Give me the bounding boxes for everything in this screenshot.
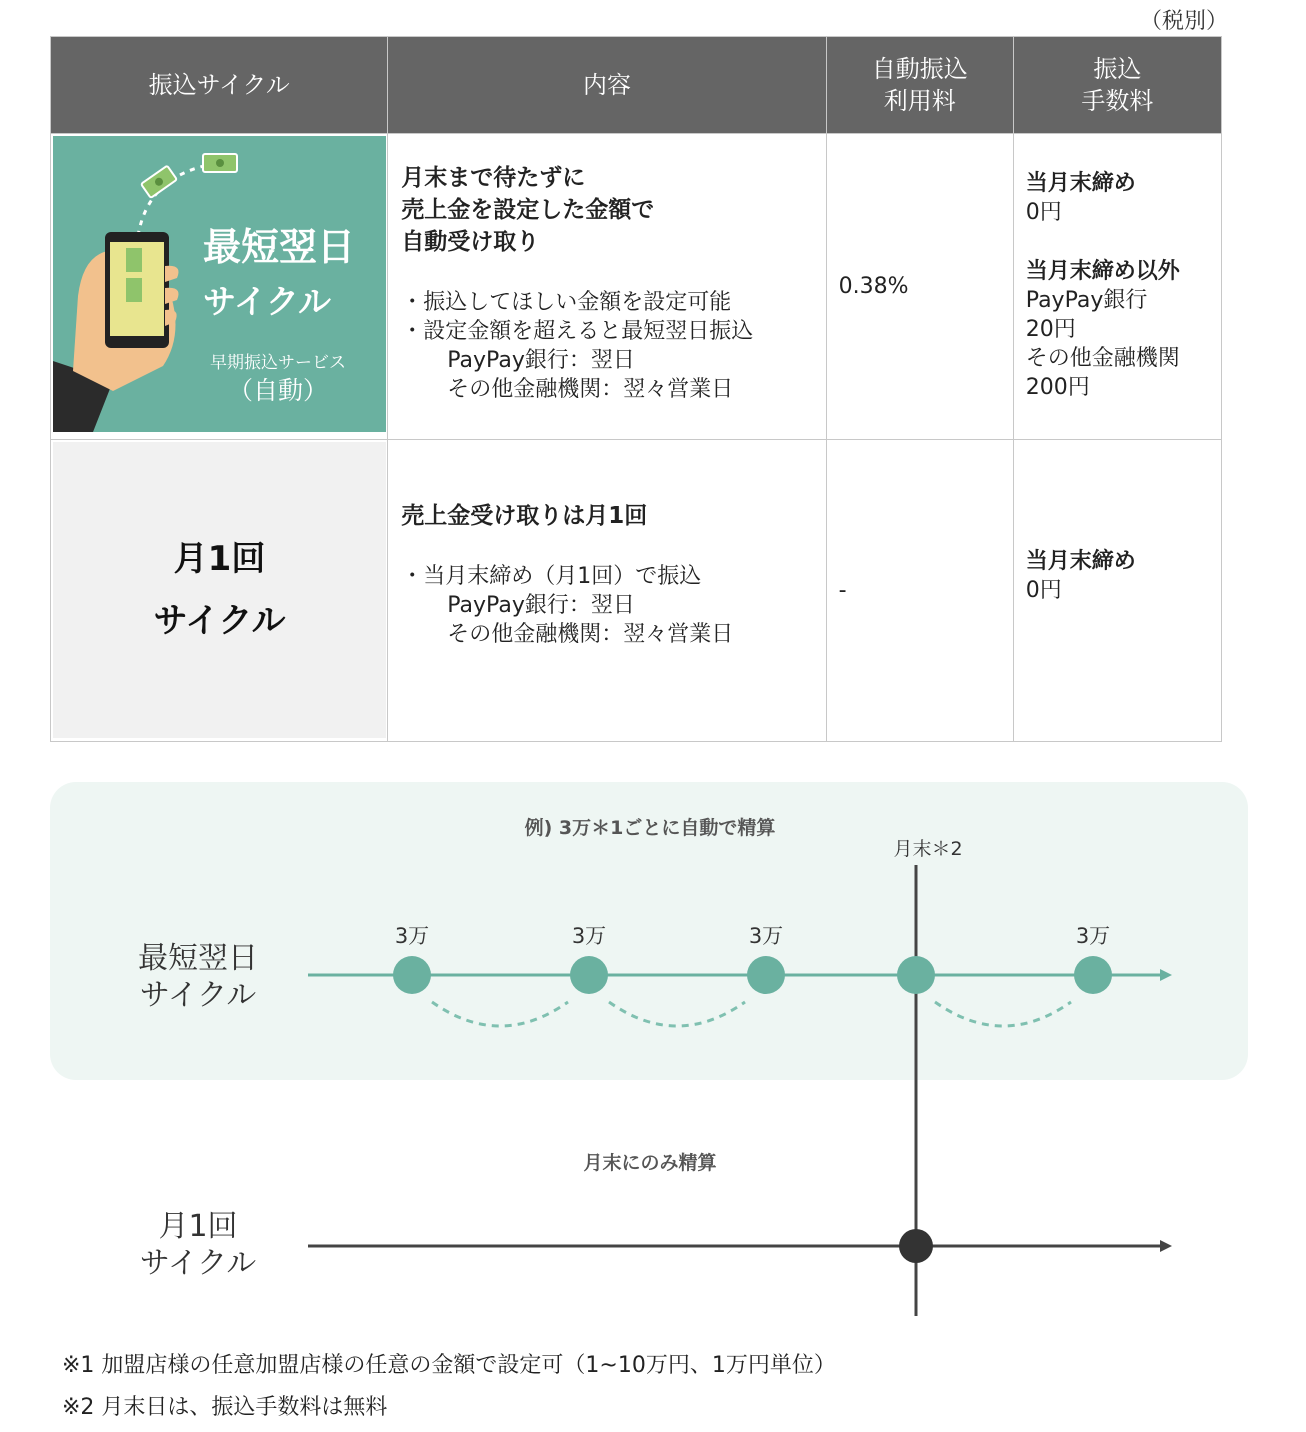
header-auto-fee-text: 自動振込 利用料 — [871, 55, 968, 115]
monthly-cycle-box — [53, 442, 386, 738]
month-end-label: 月末＊2 — [893, 838, 963, 860]
point-amount-label: 3万 — [571, 924, 607, 948]
content-indented: PayPay銀行：翌日 — [447, 348, 635, 373]
table-header-row — [51, 37, 1222, 134]
header-transfer-fee-text: 振込 手数料 — [1081, 55, 1154, 115]
monthly-cycle-title: 月1回 — [173, 539, 266, 579]
content-indented: その他金融機関：翌々営業日 — [447, 377, 734, 402]
fee-line-bold: 当月末締め — [1025, 171, 1136, 196]
fast-settlement-point — [393, 956, 431, 994]
fast-settlement-point — [897, 956, 935, 994]
example-label: 例) 3万＊1ごとに自動で精算 — [524, 817, 776, 839]
fast-settlement-point — [1074, 956, 1112, 994]
fee-cell-fast — [1013, 134, 1221, 440]
content-title — [401, 162, 825, 258]
point-amount-label: 3万 — [394, 924, 430, 948]
monthly-cycle-label-line1: 月1回 — [158, 1209, 238, 1244]
header-transfer-fee — [1013, 37, 1221, 134]
flying-path — [138, 164, 213, 236]
fast-cycle-illustration — [53, 136, 386, 432]
table-row-monthly — [51, 440, 1222, 742]
fee-line-bold: 当月末締め — [1025, 548, 1136, 574]
content-bullet: ・当月末締め（月1回）で振込 — [401, 564, 702, 589]
header-content: 内容 — [388, 37, 826, 134]
cycle-timeline-diagram — [0, 760, 1306, 1340]
point-amount-label: 3万 — [1075, 924, 1111, 948]
content-title-line: 売上金を設定した金額で — [401, 197, 655, 223]
footnote-1: ※1 加盟店様の任意加盟店様の任意の金額で設定可（1~10万円、1万円単位） — [62, 1353, 836, 1378]
tax-note: （税別） — [1140, 9, 1229, 34]
header-auto-fee — [826, 37, 1013, 134]
cycle-cell-fast — [51, 134, 388, 440]
monthly-arrow-head-icon — [1160, 1240, 1172, 1252]
screen-bill — [126, 248, 142, 272]
content-bullet: ・設定金額を超えると最短翌日振込 — [401, 319, 754, 344]
cycle-cell-monthly — [51, 440, 388, 742]
content-indented: その他金融機関：翌々営業日 — [447, 622, 734, 647]
monthly-cycle-label-line2: サイクル — [139, 1246, 257, 1281]
content-bullet: ・振込してほしい金額を設定可能 — [401, 290, 732, 315]
fast-cycle-label-line1: 最短翌日 — [138, 941, 258, 976]
fee-line: その他金融機関 — [1025, 346, 1180, 371]
finger-shape — [165, 288, 179, 304]
fee-line: PayPay銀行 — [1025, 288, 1148, 313]
finger-shape — [165, 266, 179, 282]
rate-cell-monthly: - — [826, 440, 1013, 742]
footnote-2: ※2 月末日は、振込手数料は無料 — [62, 1395, 388, 1420]
fast-cycle-subtitle: サイクル — [203, 282, 332, 321]
content-title-line: 自動受け取り — [401, 229, 540, 255]
fast-cycle-title: 最短翌日 — [203, 225, 356, 269]
screen-bill — [126, 278, 142, 302]
table-row-fast — [51, 134, 1222, 440]
monthly-settlement-point — [899, 1229, 933, 1263]
fee-table — [50, 36, 1222, 742]
bill-icon — [141, 166, 177, 198]
fee-line: 0円 — [1025, 200, 1062, 225]
fee-line — [1026, 257, 1220, 286]
rate-cell-fast: 0.38% — [826, 134, 1013, 440]
fast-settlement-point — [747, 956, 785, 994]
bill-icon — [203, 154, 237, 172]
fee-line: 0円 — [1025, 577, 1062, 603]
fee-line-bold: 当月末締め以外 — [1025, 259, 1180, 284]
fee-line — [1026, 547, 1220, 576]
fee-line: 20円 — [1025, 317, 1076, 342]
content-cell-monthly — [388, 440, 826, 742]
fee-line — [1026, 169, 1220, 198]
monthly-only-label: 月末にのみ精算 — [583, 1152, 717, 1174]
fast-settlement-point — [570, 956, 608, 994]
point-amount-label: 3万 — [748, 924, 784, 948]
fee-cell-monthly — [1013, 440, 1221, 742]
header-cycle: 振込サイクル — [51, 37, 388, 134]
fee-line: 200円 — [1025, 375, 1090, 400]
monthly-cycle-subtitle: サイクル — [153, 601, 286, 641]
fast-cycle-service-mode: （自動） — [227, 376, 328, 405]
content-indented: PayPay銀行：翌日 — [447, 593, 635, 618]
content-title-line: 売上金受け取りは月1回 — [401, 503, 648, 529]
fast-cycle-service: 早期振込サービス — [210, 353, 346, 373]
content-title-line: 月末まで待たずに — [401, 165, 586, 191]
content-cell-fast — [388, 134, 826, 440]
fast-cycle-label-line2: サイクル — [139, 978, 257, 1013]
